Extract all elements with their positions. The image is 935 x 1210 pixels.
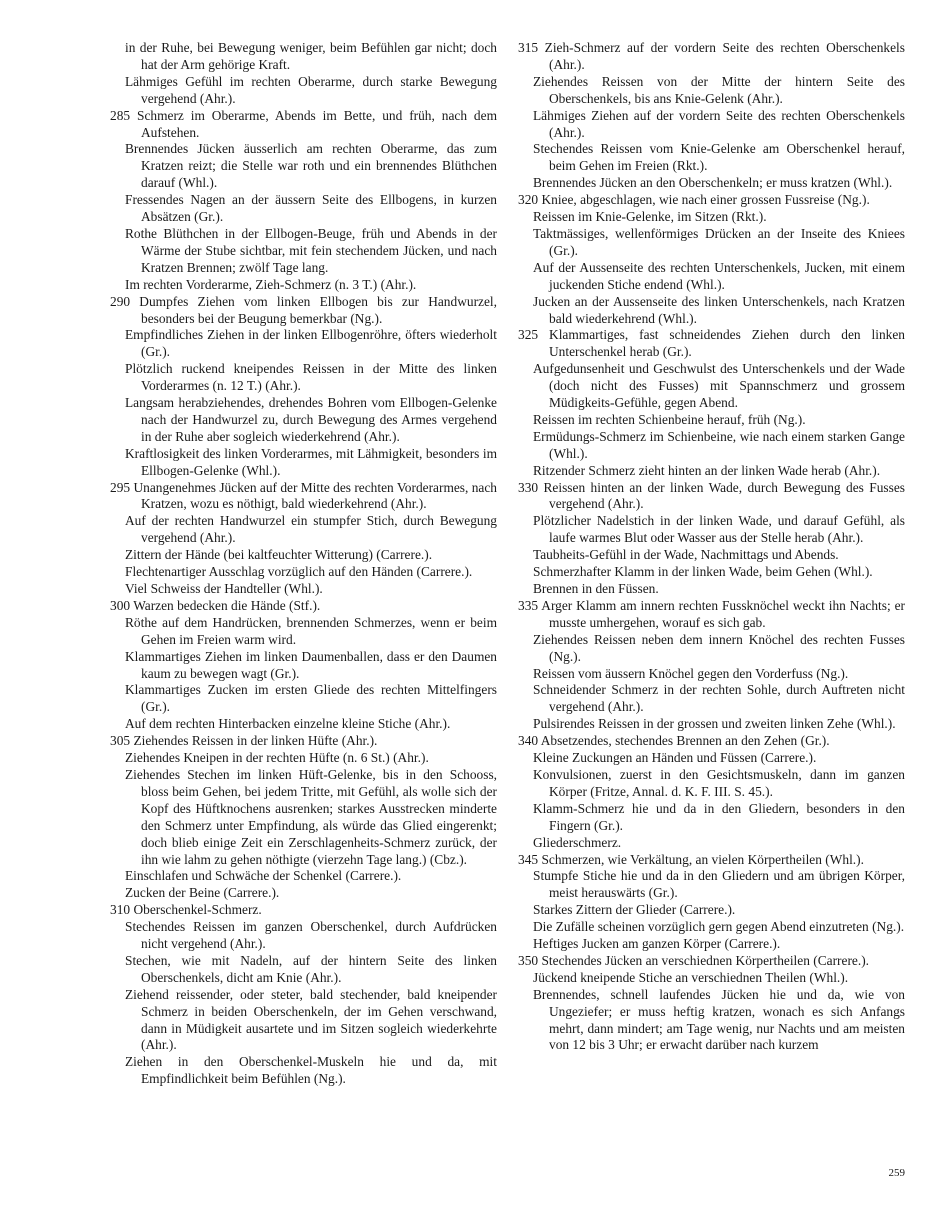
entry-text: Plötzlich ruckend kneipendes Reissen in der Mitte des linken Vorderarmes (n. 12 T.) (Ahr.). bbox=[125, 361, 497, 394]
symptom-entry bbox=[518, 74, 905, 108]
entry-text: Die Zufälle scheinen vorzüglich gern gegen Abend einzutreten (Ng.). bbox=[533, 919, 905, 935]
entry-text: Kniee, abgeschlagen, wie nach einer grossen Fussreise (Ng.). bbox=[541, 192, 870, 208]
symptom-entry bbox=[518, 412, 905, 429]
entry-text: Schmerzhafter Klamm in der linken Wade, beim Gehen (Whl.). bbox=[533, 564, 873, 580]
symptom-entry bbox=[518, 564, 905, 581]
entry-text: Auf der rechten Handwurzel ein stumpfer Stich, durch Bewegung vergehend (Ahr.). bbox=[125, 513, 497, 546]
symptom-entry bbox=[110, 767, 497, 868]
numbered-symptom-entry bbox=[110, 294, 497, 328]
entry-text: Ziehen in den Oberschenkel-Muskeln hie und da, mit Empfindlichkeit beim Befühlen (Ng.). bbox=[125, 1054, 497, 1087]
entry-text: Brennen in den Füssen. bbox=[533, 581, 659, 596]
entry-text: Empfindliches Ziehen in der linken Ellbogenröhre, öfters wiederholt (Gr.). bbox=[125, 327, 497, 360]
entry-text: Ziehendes Reissen von der Mitte der hintern Seite des Oberschenkels, bis ans Knie-Gelenk (Ahr.). bbox=[533, 73, 905, 106]
entry-text: Stechen, wie mit Nadeln, auf der hintern Seite des linken Oberschenkels, dicht am Knie (Ahr.). bbox=[125, 952, 497, 985]
symptom-entry bbox=[110, 581, 497, 598]
entry-text: Klammartiges Ziehen im linken Daumenballen, dass er den Daumen kaum zu bewegen wagt (Gr.). bbox=[125, 648, 497, 681]
entry-text: Jückend kneipende Stiche an verschiednen Theilen (Whl.). bbox=[533, 969, 849, 985]
symptom-entry bbox=[518, 987, 905, 1055]
symptom-entry bbox=[518, 108, 905, 142]
numbered-symptom-entry bbox=[110, 598, 497, 615]
symptom-entry bbox=[110, 327, 497, 361]
entry-number: 310 bbox=[110, 902, 131, 918]
symptom-entry bbox=[110, 513, 497, 547]
symptom-entry bbox=[110, 74, 497, 108]
entry-text: Klammartiges Zucken im ersten Gliede des rechten Mittelfingers (Gr.). bbox=[125, 682, 497, 715]
entry-text: Ritzender Schmerz zieht hinten an der linken Wade herab (Ahr.). bbox=[533, 462, 881, 478]
left-column bbox=[110, 40, 497, 1088]
entry-text: Taktmässiges, wellenförmiges Drücken an der Inseite des Kniees (Gr.). bbox=[533, 225, 905, 258]
entry-number: 320 bbox=[518, 192, 539, 208]
numbered-symptom-entry bbox=[518, 40, 905, 74]
entry-number: 340 bbox=[518, 733, 539, 749]
symptom-entry bbox=[518, 141, 905, 175]
symptom-entry bbox=[110, 716, 497, 733]
entry-text: Röthe auf dem Handrücken, brennenden Schmerzes, wenn er beim Gehen im Freien warm wird. bbox=[125, 614, 497, 647]
symptom-entry bbox=[110, 446, 497, 480]
symptom-entry bbox=[518, 209, 905, 226]
symptom-entry bbox=[518, 750, 905, 767]
entry-text: Heftiges Jucken am ganzen Körper (Carrere.). bbox=[533, 936, 781, 952]
numbered-symptom-entry bbox=[110, 902, 497, 919]
symptom-entry bbox=[518, 361, 905, 412]
entry-text: Kleine Zuckungen an Händen und Füssen (Carrere.). bbox=[533, 750, 817, 766]
entry-text: Unangenehmes Jücken auf der Mitte des rechten Vorderarmes, nach Kratzen, wozu es nöthigt, bald wiederkehrend (Ahr.). bbox=[133, 479, 497, 512]
symptom-entry bbox=[518, 682, 905, 716]
symptom-entry bbox=[110, 750, 497, 767]
symptom-entry bbox=[518, 970, 905, 987]
symptom-entry bbox=[110, 953, 497, 987]
entry-text: Stechendes Reissen vom Knie-Gelenke am Oberschenkel herauf, beim Gehen im Freien (Rkt.). bbox=[533, 141, 905, 174]
symptom-entry bbox=[110, 649, 497, 683]
entry-text: Brennendes, schnell laufendes Jücken hie und da, wie von Ungeziefer; er muss heftig kratzen, wonach es sich Anfangs mehrt, dann mindert; am Tage wenig, nur Nachts und am meisten von 12 bis 3 Uhr; er erwacht darüber nach kurzem bbox=[533, 986, 905, 1053]
entry-number: 285 bbox=[110, 107, 131, 123]
page-number: 259 bbox=[888, 1167, 905, 1179]
entry-text: Ziehendes Kneipen in der rechten Hüfte (n. 6 St.) (Ahr.). bbox=[125, 750, 429, 766]
entry-text: Brennendes Jücken äusserlich am rechten Oberarme, das zum Kratzen reizt; die Stelle war roth und ein brennendes Blüthchen darauf (Whl.). bbox=[125, 141, 497, 191]
entry-text: Ziehendes Reissen in der linken Hüfte (Ahr.). bbox=[133, 733, 378, 749]
entry-text: in der Ruhe, bei Bewegung weniger, beim Befühlen gar nicht; doch hat der Arm gehörige Kraft. bbox=[125, 40, 497, 72]
entry-text: Stechendes Reissen im ganzen Oberschenkel, durch Aufdrücken nicht vergehend (Ahr.). bbox=[125, 919, 497, 952]
entry-text: Auf dem rechten Hinterbacken einzelne kleine Stiche (Ahr.). bbox=[125, 716, 451, 732]
right-column bbox=[518, 40, 905, 1054]
symptom-entry bbox=[518, 463, 905, 480]
entry-text: Rothe Blüthchen in der Ellbogen-Beuge, früh und Abends in der Wärme der Stube sichtbar, mit fein stechendem Jücken, und nach Kratzen Brennen; zwölf Tage lang. bbox=[125, 225, 497, 275]
symptom-entry bbox=[518, 226, 905, 260]
symptom-entry bbox=[110, 564, 497, 581]
numbered-symptom-entry bbox=[518, 733, 905, 750]
symptom-entry bbox=[518, 632, 905, 666]
symptom-entry bbox=[518, 919, 905, 936]
entry-text: Plötzlicher Nadelstich in der linken Wade, und darauf Gefühl, als laufe warmes Blut oder Wasser aus der Stelle herab (Ahr.). bbox=[533, 513, 905, 546]
symptom-entry bbox=[518, 429, 905, 463]
symptom-entry bbox=[518, 835, 905, 852]
entry-text: Klammartiges, fast schneidendes Ziehen durch den linken Unterschenkel herab (Gr.). bbox=[549, 327, 905, 360]
symptom-entry bbox=[518, 547, 905, 564]
entry-text: Brennendes Jücken an den Oberschenkeln; er muss kratzen (Whl.). bbox=[533, 175, 893, 191]
symptom-entry bbox=[518, 260, 905, 294]
entry-text: Aufgedunsenheit und Geschwulst des Unterschenkels und der Wade (doch nicht des Fusses) mit Spannschmerz und grossem Müdigkeits-Gefühle, gegen Abend. bbox=[533, 361, 905, 411]
entry-text: Reissen vom äussern Knöchel gegen den Vorderfuss (Ng.). bbox=[533, 665, 849, 681]
symptom-entry bbox=[110, 547, 497, 564]
symptom-entry bbox=[110, 987, 497, 1055]
entry-text: Zieh-Schmerz auf der vordern Seite des rechten Oberschenkels (Ahr.). bbox=[544, 40, 905, 72]
symptom-entry bbox=[110, 277, 497, 294]
entry-text: Schmerzen, wie Verkältung, an vielen Körpertheilen (Whl.). bbox=[541, 851, 864, 867]
entry-text: Arger Klamm am innern rechten Fussknöchel weckt ihn Nachts; er musste umhergehen, worauf es sich gab. bbox=[541, 597, 906, 630]
symptom-entry bbox=[110, 1054, 497, 1088]
entry-number: 345 bbox=[518, 851, 539, 867]
symptom-entry bbox=[518, 666, 905, 683]
symptom-entry bbox=[110, 885, 497, 902]
entry-text: Flechtenartiger Ausschlag vorzüglich auf den Händen (Carrere.). bbox=[125, 564, 473, 580]
symptom-entry bbox=[110, 615, 497, 649]
entry-text: Gliederschmerz. bbox=[533, 834, 622, 850]
entry-number: 290 bbox=[110, 293, 131, 309]
entry-text: Klamm-Schmerz hie und da in den Gliedern, besonders in den Fingern (Gr.). bbox=[533, 800, 905, 833]
entry-text: Langsam herabziehendes, drehendes Bohren vom Ellbogen-Gelenke nach der Handwurzel zu, durch Bewegung des Armes vergehend in der Ruhe aber sogleich wiederkehrend (Ahr.). bbox=[125, 395, 497, 444]
symptom-entry bbox=[518, 801, 905, 835]
entry-text: Reissen im Knie-Gelenke, im Sitzen (Rkt.). bbox=[533, 209, 767, 225]
numbered-symptom-entry bbox=[518, 852, 905, 869]
symptom-entry bbox=[110, 868, 497, 885]
entry-text: Fressendes Nagen an der äussern Seite des Ellbogens, in kurzen Absätzen (Gr.). bbox=[125, 192, 497, 225]
entry-number: 335 bbox=[518, 597, 539, 613]
entry-text: Taubheits-Gefühl in der Wade, Nachmittags und Abends. bbox=[533, 547, 839, 563]
entry-text: Einschlafen und Schwäche der Schenkel (Carrere.). bbox=[125, 868, 402, 884]
entry-number: 305 bbox=[110, 733, 131, 749]
symptom-entry bbox=[110, 192, 497, 226]
entry-text: Pulsirendes Reissen in der grossen und zweiten linken Zehe (Whl.). bbox=[533, 716, 896, 732]
entry-number: 350 bbox=[518, 952, 539, 968]
symptom-entry bbox=[518, 767, 905, 801]
symptom-entry bbox=[518, 716, 905, 733]
entry-text: Ermüdungs-Schmerz im Schienbeine, wie nach einem starken Gange (Whl.). bbox=[533, 428, 905, 461]
symptom-entry bbox=[110, 395, 497, 446]
entry-text: Zucken der Beine (Carrere.). bbox=[125, 885, 280, 901]
numbered-symptom-entry bbox=[110, 108, 497, 142]
symptom-entry bbox=[518, 936, 905, 953]
numbered-symptom-entry bbox=[518, 953, 905, 970]
symptom-entry bbox=[518, 175, 905, 192]
entry-text: Stechendes Jücken an verschiednen Körpertheilen (Carrere.). bbox=[541, 952, 870, 968]
symptom-entry bbox=[110, 919, 497, 953]
entry-number: 300 bbox=[110, 597, 131, 613]
symptom-entry bbox=[518, 868, 905, 902]
numbered-symptom-entry bbox=[518, 327, 905, 361]
entry-text: Ziehendes Stechen im linken Hüft-Gelenke, bis in den Schooss, bloss beim Gehen, bei jedem Tritte, mit Gefühl, als wolle sich der Kopf des Hüftknochens ausrenken; starkes Ausstrecken minderte den Schmerz unter Empfindung, als würde das Glied eingerenkt; doch blieb einige Zeit ein Zerschlagenheits-Schmerz zurück, der ihn wie lahm zu gehen nöthigte (vierzehn Tage lang.) (Cbz.). bbox=[125, 766, 497, 867]
numbered-symptom-entry bbox=[518, 598, 905, 632]
symptom-entry bbox=[110, 141, 497, 192]
entry-number: 330 bbox=[518, 479, 539, 495]
entry-text: Konvulsionen, zuerst in den Gesichtsmuskeln, dann im ganzen Körper (Fritze, Annal. d. K. F. III. S. 45.). bbox=[533, 766, 905, 799]
entry-number: 325 bbox=[518, 327, 539, 343]
symptom-entry bbox=[110, 40, 497, 74]
entry-text: Viel Schweiss der Handteller (Whl.). bbox=[125, 581, 323, 596]
entry-text: Zittern der Hände (bei kaltfeuchter Witterung) (Carrere.). bbox=[125, 547, 433, 563]
entry-text: Warzen bedecken die Hände (Stf.). bbox=[133, 597, 321, 613]
entry-text: Schneidender Schmerz in der rechten Sohle, durch Auftreten nicht vergehend (Ahr.). bbox=[533, 682, 905, 715]
entry-text: Lähmiges Gefühl im rechten Oberarme, durch starke Bewegung vergehend (Ahr.). bbox=[125, 73, 497, 106]
symptom-entry bbox=[110, 361, 497, 395]
entry-text: Stumpfe Stiche hie und da in den Gliedern und am übrigen Körper, meist herauswärts (Gr.). bbox=[533, 868, 905, 901]
symptom-entry bbox=[110, 226, 497, 277]
entry-text: Kraftlosigkeit des linken Vorderarmes, mit Lähmigkeit, besonders im Ellbogen-Gelenke (Whl.). bbox=[125, 445, 497, 478]
entry-text: Lähmiges Ziehen auf der vordern Seite des rechten Oberschenkels (Ahr.). bbox=[533, 107, 905, 140]
symptom-entry bbox=[518, 581, 905, 598]
symptom-entry bbox=[110, 682, 497, 716]
entry-text: Ziehend reissender, oder steter, bald stechender, bald kneipender Schmerz in beiden Oberschenkeln, der im Gehen verschwand, dann in Müdigkeit ausartete und im Sitzen sogleich wiederkehrte (Ahr.). bbox=[125, 986, 497, 1053]
entry-text: Oberschenkel-Schmerz. bbox=[133, 902, 262, 918]
symptom-entry bbox=[518, 294, 905, 328]
entry-text: Reissen hinten an der linken Wade, durch Bewegung des Fusses vergehend (Ahr.). bbox=[543, 479, 905, 512]
numbered-symptom-entry bbox=[110, 480, 497, 514]
numbered-symptom-entry bbox=[110, 733, 497, 750]
entry-number: 295 bbox=[110, 479, 131, 495]
numbered-symptom-entry bbox=[518, 192, 905, 209]
entry-text: Auf der Aussenseite des rechten Unterschenkels, Jucken, mit einem juckenden Stiche endend (Whl.). bbox=[533, 259, 905, 292]
entry-text: Schmerz im Oberarme, Abends im Bette, und früh, nach dem Aufstehen. bbox=[137, 107, 497, 140]
entry-text: Im rechten Vorderarme, Zieh-Schmerz (n. 3 T.) (Ahr.). bbox=[125, 276, 417, 292]
symptom-entry bbox=[518, 513, 905, 547]
entry-number: 315 bbox=[518, 40, 539, 55]
entry-text: Absetzendes, stechendes Brennen an den Zehen (Gr.). bbox=[540, 733, 830, 749]
entry-text: Dumpfes Ziehen vom linken Ellbogen bis zur Handwurzel, besonders bei der Beugung bemerkbar (Ng.). bbox=[139, 293, 497, 326]
entry-text: Starkes Zittern der Glieder (Carrere.). bbox=[533, 902, 736, 918]
symptom-entry bbox=[518, 902, 905, 919]
entry-text: Jucken an der Aussenseite des linken Unterschenkels, nach Kratzen bald wiederkehrend (Whl.). bbox=[533, 293, 905, 326]
entry-text: Reissen im rechten Schienbeine herauf, früh (Ng.). bbox=[533, 411, 806, 427]
entry-text: Ziehendes Reissen neben dem innern Knöchel des rechten Fusses (Ng.). bbox=[533, 631, 905, 664]
numbered-symptom-entry bbox=[518, 480, 905, 514]
